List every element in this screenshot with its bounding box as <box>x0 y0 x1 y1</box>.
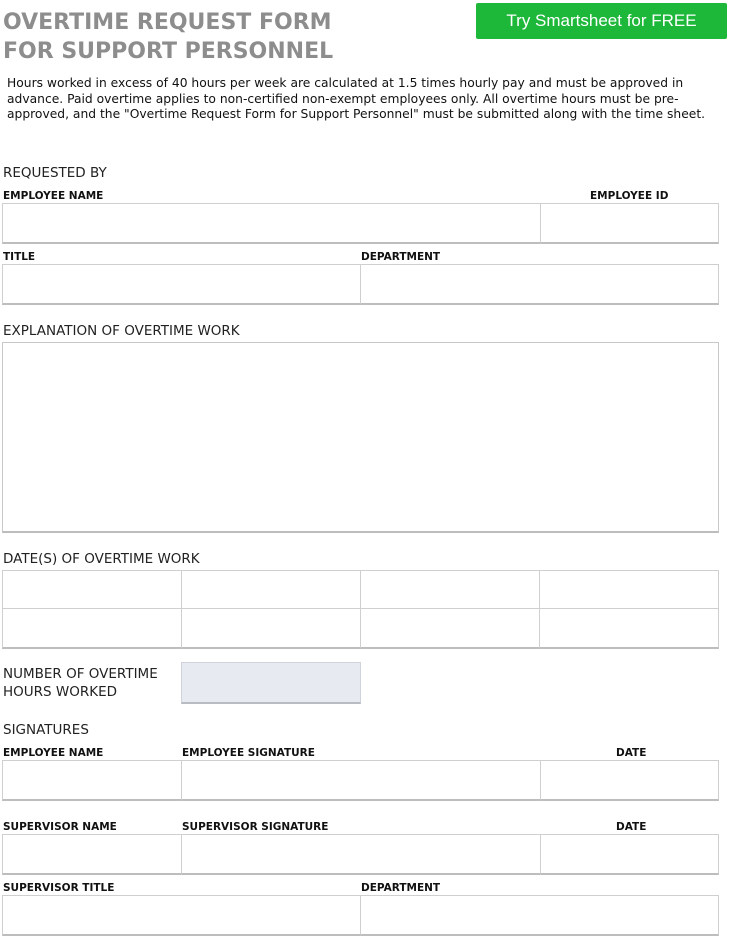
date-cell[interactable] <box>2 608 181 649</box>
date-cell[interactable] <box>539 608 719 649</box>
date-cell[interactable] <box>539 570 719 608</box>
supervisor-signature-label: SUPERVISOR SIGNATURE <box>182 821 329 833</box>
employee-date-label: DATE <box>616 747 647 759</box>
employee-id-field[interactable] <box>540 203 719 244</box>
supervisor-name-label: SUPERVISOR NAME <box>3 821 117 833</box>
supervisor-date-label: DATE <box>616 821 647 833</box>
date-cell[interactable] <box>360 570 539 608</box>
overtime-hours-label <box>3 665 158 701</box>
explanation-heading: EXPLANATION OF OVERTIME WORK <box>3 323 240 339</box>
department-field[interactable] <box>360 264 719 305</box>
employee-name-label: EMPLOYEE NAME <box>3 190 104 202</box>
employee-id-label: EMPLOYEE ID <box>590 190 669 202</box>
employee-name-field[interactable] <box>2 203 541 244</box>
sig-employee-name-label: EMPLOYEE NAME <box>3 747 104 759</box>
supervisor-name-field[interactable] <box>2 834 182 875</box>
requested-by-heading: REQUESTED BY <box>3 165 107 181</box>
employee-signature-label: EMPLOYEE SIGNATURE <box>182 747 315 759</box>
supervisor-signature-field[interactable] <box>181 834 541 875</box>
signatures-heading: SIGNATURES <box>3 722 89 738</box>
date-cell[interactable] <box>181 608 360 649</box>
overtime-hours-field[interactable] <box>181 662 361 704</box>
title-field[interactable] <box>2 264 361 305</box>
form-title-line-1: OVERTIME REQUEST FORM <box>3 10 332 35</box>
date-cell[interactable] <box>2 570 181 608</box>
intro-text: Hours worked in excess of 40 hours per week are calculated at 1.5 times hourly pay and must be approved in advance. Paid overtime applies to non-certified non-exempt employees only. All overtime hours must be pre-approved, and the "Overtime Request Form for Support Personnel" must be submitted along with the time sheet. <box>7 76 706 121</box>
dates-grid <box>2 570 719 649</box>
form-title-line-2: FOR SUPPORT PERSONNEL <box>3 39 334 64</box>
supervisor-date-field[interactable] <box>540 834 719 875</box>
try-smartsheet-button[interactable]: Try Smartsheet for FREE <box>476 3 727 39</box>
supervisor-department-field[interactable] <box>360 895 719 936</box>
form-title <box>3 8 333 66</box>
date-cell[interactable] <box>360 608 539 649</box>
supervisor-department-label: DEPARTMENT <box>361 882 441 894</box>
overtime-hours-label-line-2: HOURS WORKED <box>3 684 118 700</box>
department-label: DEPARTMENT <box>361 251 441 263</box>
date-cell[interactable] <box>181 570 360 608</box>
explanation-field[interactable] <box>2 342 719 533</box>
employee-signature-field[interactable] <box>181 760 541 801</box>
sig-employee-name-field[interactable] <box>2 760 182 801</box>
overtime-hours-label-line-1: NUMBER OF OVERTIME <box>3 666 158 682</box>
title-label: TITLE <box>3 251 36 263</box>
supervisor-title-field[interactable] <box>2 895 361 936</box>
supervisor-title-label: SUPERVISOR TITLE <box>3 882 115 894</box>
employee-date-field[interactable] <box>540 760 719 801</box>
dates-heading: DATE(S) OF OVERTIME WORK <box>3 551 200 567</box>
